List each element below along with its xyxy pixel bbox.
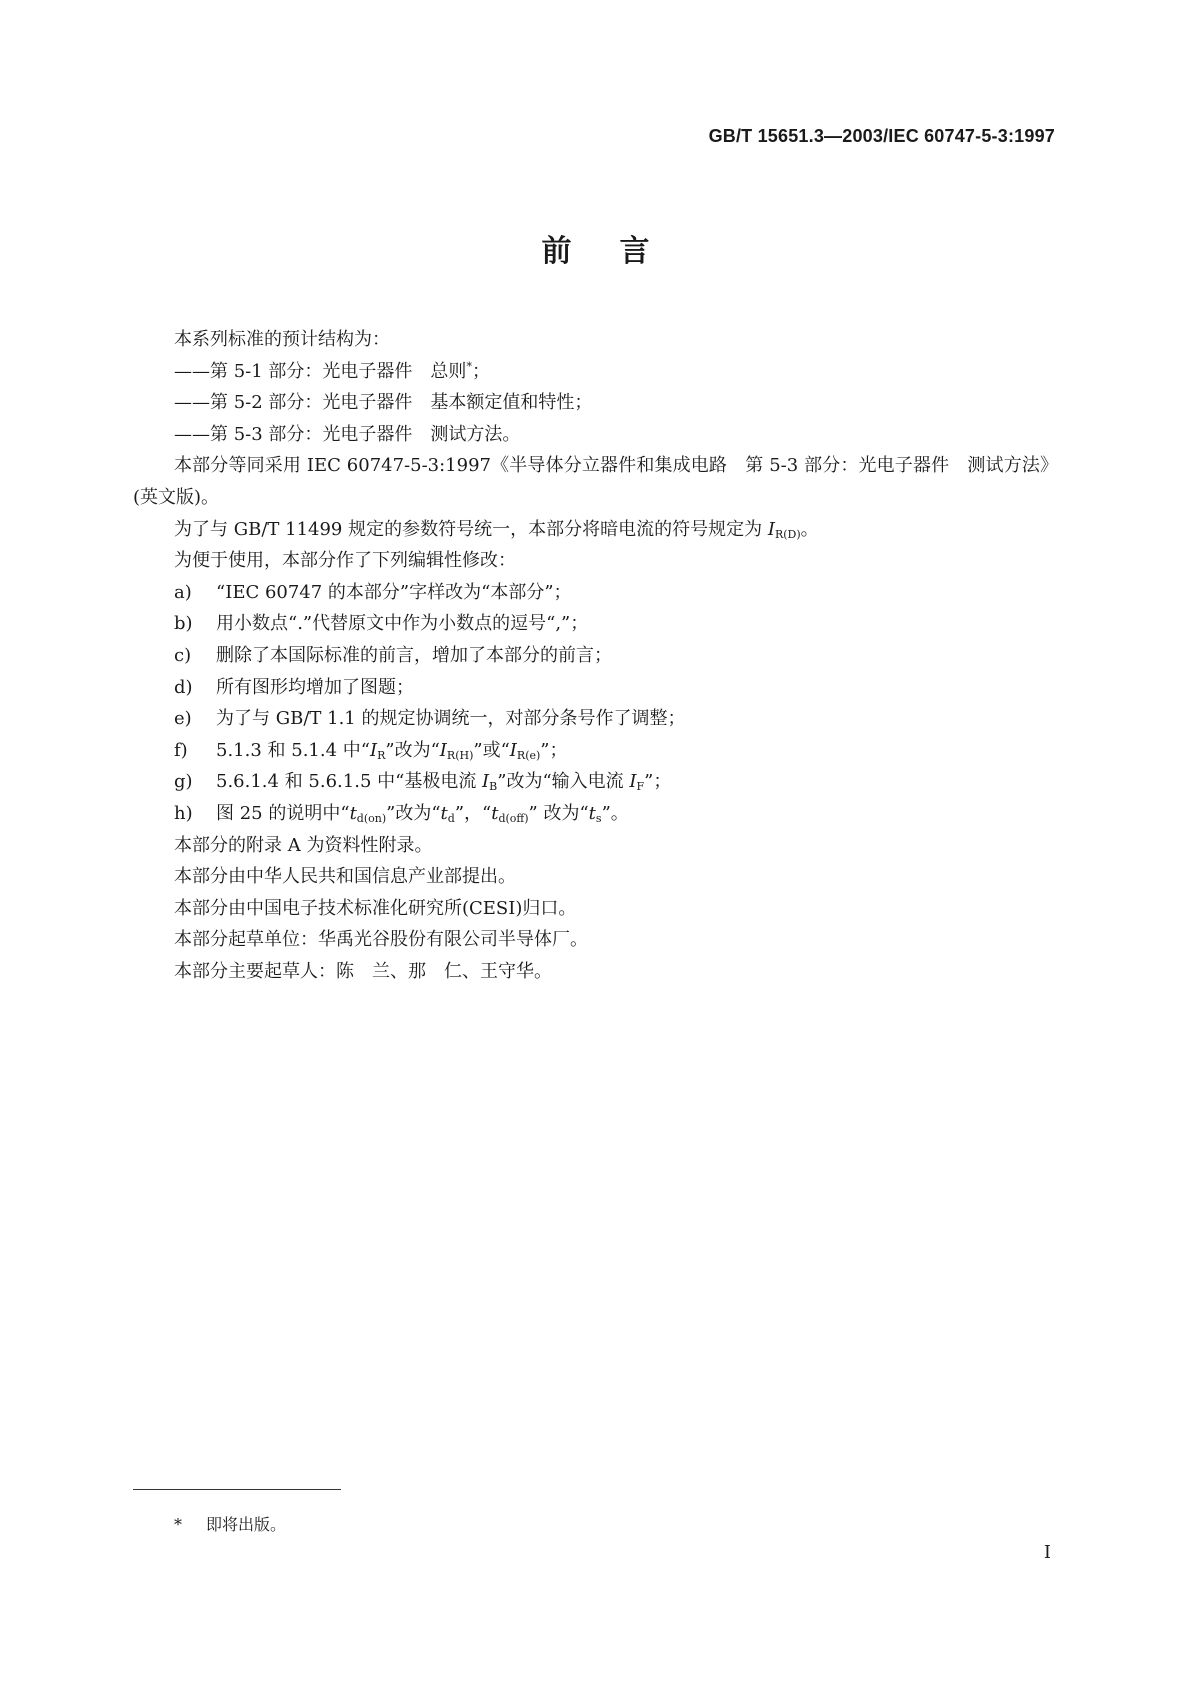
list-item-f: f) 5.1.3 和 5.1.4 中“$I_R$”改为“$I_{R(H)}$”或“$I_{R(e)}$”； xyxy=(174,739,568,762)
list-item-a: a) “IEC 60747 的本部分”字样改为“本部分”； xyxy=(174,581,572,603)
list-item-c: c) 删除了本国际标准的前言，增加了本部分的前言； xyxy=(174,644,612,666)
paragraph-centralized: 本部分由中国电子技术标准化研究所(CESI)归口。 xyxy=(174,897,577,919)
list-item-e: e) 为了与 GB/T 1.1 的规定协调统一，对部分条号作了调整； xyxy=(174,708,686,730)
list-item-d: d) 所有图形均增加了图题； xyxy=(174,676,414,698)
page-number: I xyxy=(1043,1542,1051,1563)
paragraph-equivalence: 本部分等同采用 IEC 60747-5-3:1997《半导体分立器件和集成电路 第 5-3 部分：光电子器件 测试方法》(英文版)。 xyxy=(133,455,1058,508)
paragraph-proposer: 本部分由中华人民共和国信息产业部提出。 xyxy=(174,866,516,888)
paragraph-intro: 本系列标准的预计结构为： xyxy=(174,329,390,350)
footnote-text: 即将出版。 xyxy=(206,1515,287,1534)
paragraph-edit-intro: 为便于使用，本部分作了下列编辑性修改： xyxy=(174,550,516,572)
list-item-h: h) 图 25 的说明中“$t_{d(on)}$”改为“$t_d$”，“$t_{d(off)}$” 改为“$t_s$”。 xyxy=(174,802,629,825)
page-title: 前言 xyxy=(541,234,698,269)
standard-code: GB/T 15651.3—2003/IEC 60747-5-3:1997 xyxy=(708,126,1055,146)
list-item-part-5-3: ——第 5-3 部分：光电子器件 测试方法。 xyxy=(174,423,521,445)
footnote-divider xyxy=(133,1489,341,1490)
footnote-mark: * xyxy=(174,1515,182,1534)
list-item-b: b) 用小数点“.”代替原文中作为小数点的逗号“,”； xyxy=(174,613,589,635)
list-item-g: g) 5.6.1.4 和 5.6.1.5 中“基极电流 $I_B$”改为“输入电流 $I_F$”； xyxy=(174,771,672,794)
paragraph-symbol: 为了与 GB/T 11499 规定的参数符号统一，本部分将暗电流的符号规定为 $I_{R(D)}$。 xyxy=(174,518,819,541)
paragraph-drafters: 本部分主要起草人：陈 兰、那 仁、王守华。 xyxy=(174,960,552,982)
paragraph-drafting-unit: 本部分起草单位：华禹光谷股份有限公司半导体厂。 xyxy=(174,929,588,951)
foreword-body xyxy=(133,324,1058,987)
list-item-part-5-1: ——第 5-1 部分：光电子器件 总则*； xyxy=(174,359,490,382)
list-item-part-5-2: ——第 5-2 部分：光电子器件 基本额定值和特性； xyxy=(174,392,593,414)
footnote xyxy=(174,1512,286,1535)
footnote-reference: * xyxy=(466,359,472,373)
paragraph-annex: 本部分的附录 A 为资料性附录。 xyxy=(174,834,433,856)
